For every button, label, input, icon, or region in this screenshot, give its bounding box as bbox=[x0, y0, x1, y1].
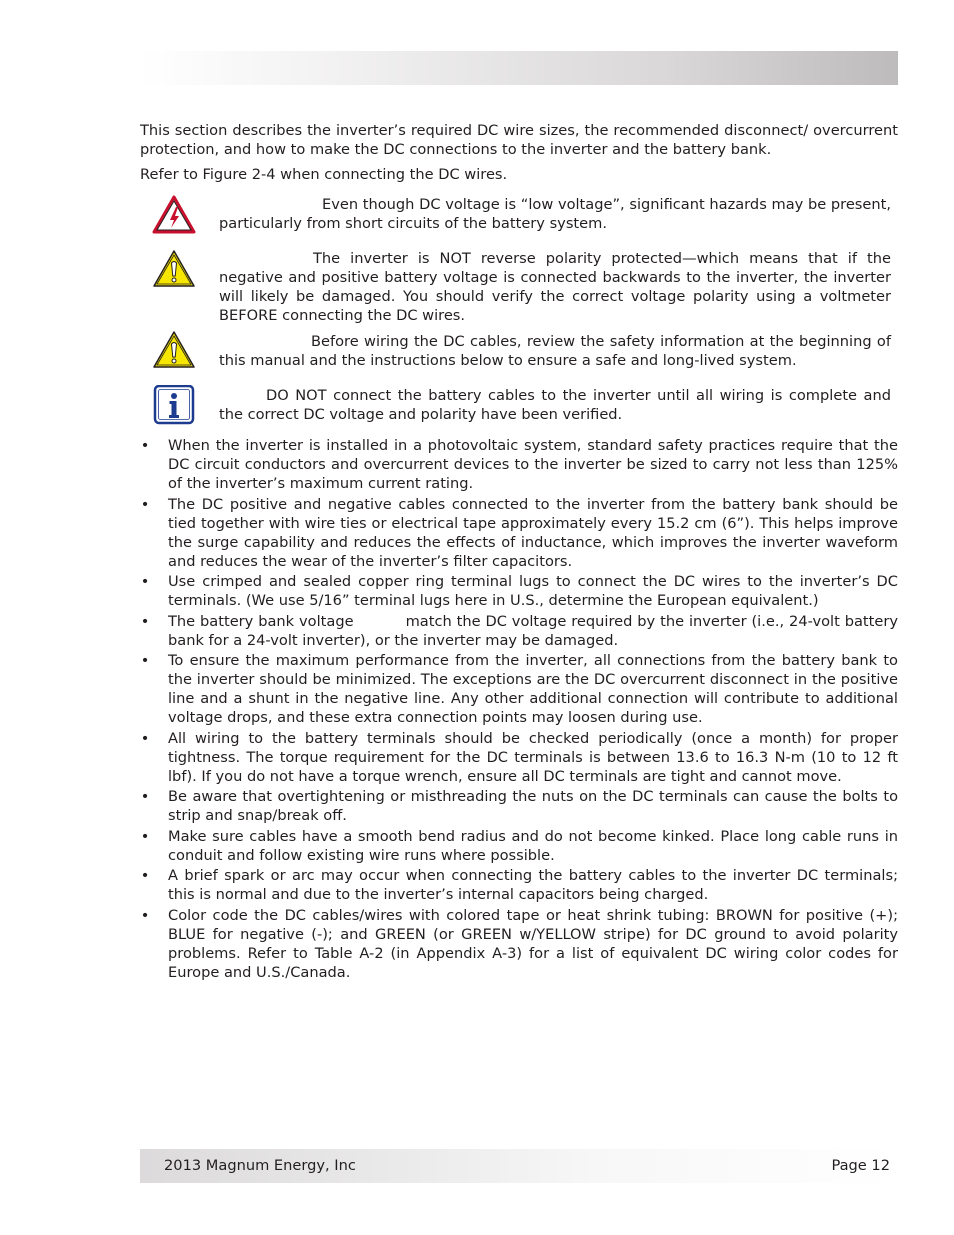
warning-text: Even though DC voltage is “low voltage”, significant hazards may be present, particularly from short circuits of the battery system. bbox=[219, 196, 891, 232]
bullet-icon: • bbox=[140, 906, 150, 924]
intro-paragraph: This section describes the inverter’s required DC wire sizes, the recommended disconnect/ overcurrent protection, and how to make the DC connections to the inverter and the battery bank. bbox=[140, 122, 898, 158]
list-item: • To ensure the maximum performance from the inverter, all connections from the battery bank to the inverter should be minimized. The exceptions are the DC overcurrent disconnect in the positive line and a shunt in the negative line. Any other additional connection will contribute to additional voltage drops, and these extra connection points may loosen during use. bbox=[140, 652, 898, 726]
bullet-icon: • bbox=[140, 437, 150, 454]
page-header-bar bbox=[140, 51, 898, 85]
list-item: • Color code the DC cables/wires with colored tape or heat shrink tubing: BROWN for positive (+); BLUE for negative (-); and GREEN (or GREEN w/YELLOW stripe) for DC ground to avoid polarity problems. Refer to Table A-2 (in Appendix A-3) for a list of equivalent DC wiring color codes for Europe and U.S./Canada. bbox=[140, 906, 898, 981]
list-item: • When the inverter is installed in a photovoltaic system, standard safety practices require that the DC circuit conductors and overcurrent devices to the inverter be sized to carry not less than 125% of the inverter’s maximum current rating. bbox=[140, 437, 898, 492]
list-item: • Make sure cables have a smooth bend radius and do not become kinked. Place long cable runs in conduit and follow existing wire runs where possible. bbox=[140, 827, 898, 864]
bullet-icon: • bbox=[140, 788, 150, 805]
list-item: • Be aware that overtightening or misthreading the nuts on the DC terminals can cause the bolts to strip and snap/break off. bbox=[140, 788, 898, 824]
list-item: • The battery bank voltage match the DC voltage required by the inverter (i.e., 24-volt battery bank for a 24-volt inverter), or the inverter may be damaged. bbox=[140, 612, 898, 649]
caution-icon bbox=[152, 330, 196, 370]
bullet-icon: • bbox=[140, 573, 150, 590]
caution-text: Before wiring the DC cables, review the safety information at the beginning of this manual and the instructions below to ensure a safe and long-lived system. bbox=[219, 333, 891, 369]
dc-wiring-guidelines-list bbox=[140, 436, 898, 983]
footer-copyright: 2013 Magnum Energy, Inc bbox=[164, 1157, 356, 1174]
bullet-icon: • bbox=[140, 495, 150, 513]
bullet-icon: • bbox=[140, 729, 150, 747]
caution-text: The inverter is NOT reverse polarity protected—which means that if the negative and positive battery voltage is connected backwards to the inverter, the inverter will likely be damaged. You should verify the correct voltage polarity using a voltmeter BEFORE connecting the DC wires. bbox=[219, 250, 891, 324]
intro-reference: Refer to Figure 2-4 when connecting the DC wires. bbox=[140, 166, 508, 183]
list-item: • The DC positive and negative cables connected to the inverter from the battery bank should be tied together with wire ties or electrical tape approximately every 15.2 cm (6”). This helps improve the surge capability and reduces the effects of inductance, which improves the inverter waveform and reduces the wear of the inverter’s filter capacitors. bbox=[140, 495, 898, 570]
page-footer bbox=[140, 1149, 898, 1183]
caution-icon bbox=[152, 249, 196, 289]
list-item: • All wiring to the battery terminals should be checked periodically (once a month) for proper tightness. The torque requirement for the DC terminals is between 13.6 to 16.3 N-m (10 to 12 ft lbf). If you do not have a torque wrench, ensure all DC terminals are tight and cannot move. bbox=[140, 729, 898, 785]
list-item: • A brief spark or arc may occur when connecting the battery cables to the inverter DC terminals; this is normal and due to the inverter’s internal capacitors being charged. bbox=[140, 867, 898, 903]
bullet-icon: • bbox=[140, 612, 150, 630]
electric-shock-warning-icon bbox=[152, 195, 196, 235]
bullet-icon: • bbox=[140, 827, 150, 845]
info-icon bbox=[152, 385, 196, 425]
page-number: Page 12 bbox=[831, 1157, 890, 1174]
info-text: DO NOT connect the battery cables to the inverter until all wiring is complete and the correct DC voltage and polarity have been verified. bbox=[219, 387, 891, 423]
bullet-icon: • bbox=[140, 652, 150, 669]
bullet-icon: • bbox=[140, 867, 150, 884]
list-item: • Use crimped and sealed copper ring terminal lugs to connect the DC wires to the inverter’s DC terminals. (We use 5/16” terminal lugs here in U.S., determine the European equivalent.) bbox=[140, 573, 898, 609]
intro-section bbox=[140, 121, 898, 190]
